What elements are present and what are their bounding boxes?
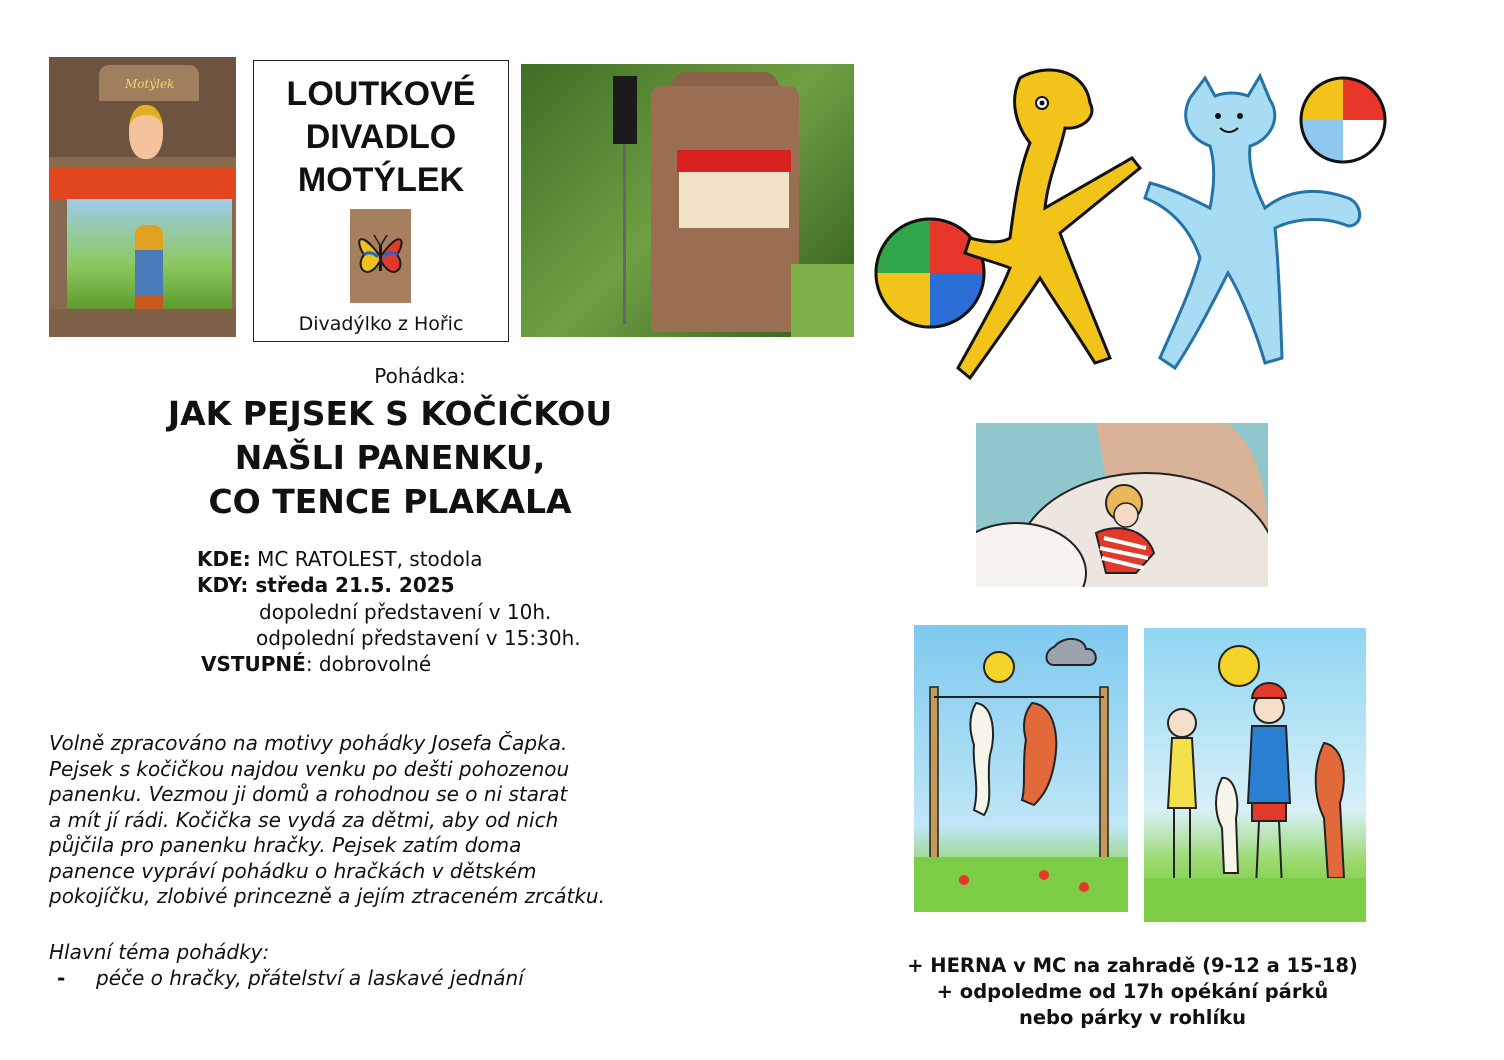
- fairy-tale-label: Pohádka:: [374, 364, 466, 388]
- children-with-pets-picture: [1144, 628, 1366, 922]
- puppet-theatre-photo: [49, 57, 236, 337]
- description-line: půjčila pro panenku hračky. Pejsek zatím doma: [49, 833, 522, 857]
- extra-line: + odpoledme od 17h opékání párků: [936, 980, 1329, 1003]
- fairy-tale-description: [49, 731, 689, 910]
- extra-activities: [860, 953, 1405, 1031]
- morning-show: dopolední představení v 10h.: [259, 600, 552, 624]
- dog-and-cat-illustration: [870, 58, 1400, 408]
- where-value: MC RATOLEST, stodola: [250, 547, 483, 571]
- entry-value: : dobrovolné: [305, 652, 432, 676]
- description-line: a mít jí rádi. Kočička se vydá za dětmi, aby od nich: [49, 807, 559, 832]
- doll-in-basket-picture: [976, 423, 1268, 587]
- puppet-head-decoration: [129, 105, 163, 159]
- garden-theatre-photo: [521, 64, 854, 337]
- fairy-tale-title-line: JAK PEJSEK S KOČIČKOU: [167, 394, 613, 433]
- fairy-tale-title: [40, 392, 740, 524]
- theme-bullet: -: [57, 966, 66, 990]
- fairy-tale-title-line: CO TENCE PLAKALA: [208, 482, 572, 521]
- stage-curtain: [49, 167, 236, 199]
- where-line: [197, 547, 483, 571]
- speaker-icon: [613, 76, 637, 144]
- dog-cat-on-bar-picture: [914, 625, 1128, 912]
- extra-line: + HERNA v MC na zahradě (9-12 a 15-18): [907, 954, 1358, 977]
- when-label: KDY:: [197, 573, 249, 597]
- description-line: pokojíčku, zlobivé princezně a jejím ztraceném zrcátku.: [49, 884, 605, 908]
- entry-line: [201, 652, 431, 676]
- theatre-title-line: LOUTKOVÉ: [286, 75, 476, 113]
- theatre-title-line: DIVADLO: [305, 118, 457, 156]
- theatre-sign-text: Motýlek: [125, 77, 175, 91]
- theatre-title-line: MOTÝLEK: [297, 161, 465, 199]
- when-value: středa 21.5. 2025: [248, 573, 455, 597]
- entry-label: VSTUPNÉ: [201, 652, 306, 676]
- extra-line: nebo párky v rohlíku: [1018, 1006, 1247, 1029]
- description-line: panenku. Vezmou ji domů a rohodnou se o ni starat: [49, 782, 568, 806]
- when-line: [197, 573, 455, 597]
- butterfly-logo: [350, 209, 411, 303]
- theatre-title-box: [253, 60, 509, 342]
- fairy-tale-title-line: NAŠLI PANENKU,: [234, 438, 546, 477]
- description-line: Pejsek s kočičkou najdou venku po dešti pohozenou: [49, 756, 570, 781]
- ball-left-icon: [876, 219, 984, 327]
- red-curtain: [677, 150, 791, 172]
- description-line: panence vypráví pohádku o hračkách v dětském: [49, 858, 537, 883]
- dog-figure: [958, 70, 1140, 378]
- ball-right-icon: [1301, 78, 1385, 162]
- description-line: Volně zpracováno na motivy pohádky Josefa Čapka.: [49, 731, 568, 755]
- theme-heading: Hlavní téma pohádky:: [49, 940, 270, 964]
- where-label: KDE:: [197, 547, 251, 571]
- theatre-title: [254, 73, 508, 202]
- afternoon-show: odpolední představení v 15:30h.: [256, 626, 581, 650]
- theme-item: péče o hračky, přátelství a laskavé jednání: [96, 966, 524, 990]
- theatre-subtitle: Divadýlko z Hořic: [298, 313, 464, 335]
